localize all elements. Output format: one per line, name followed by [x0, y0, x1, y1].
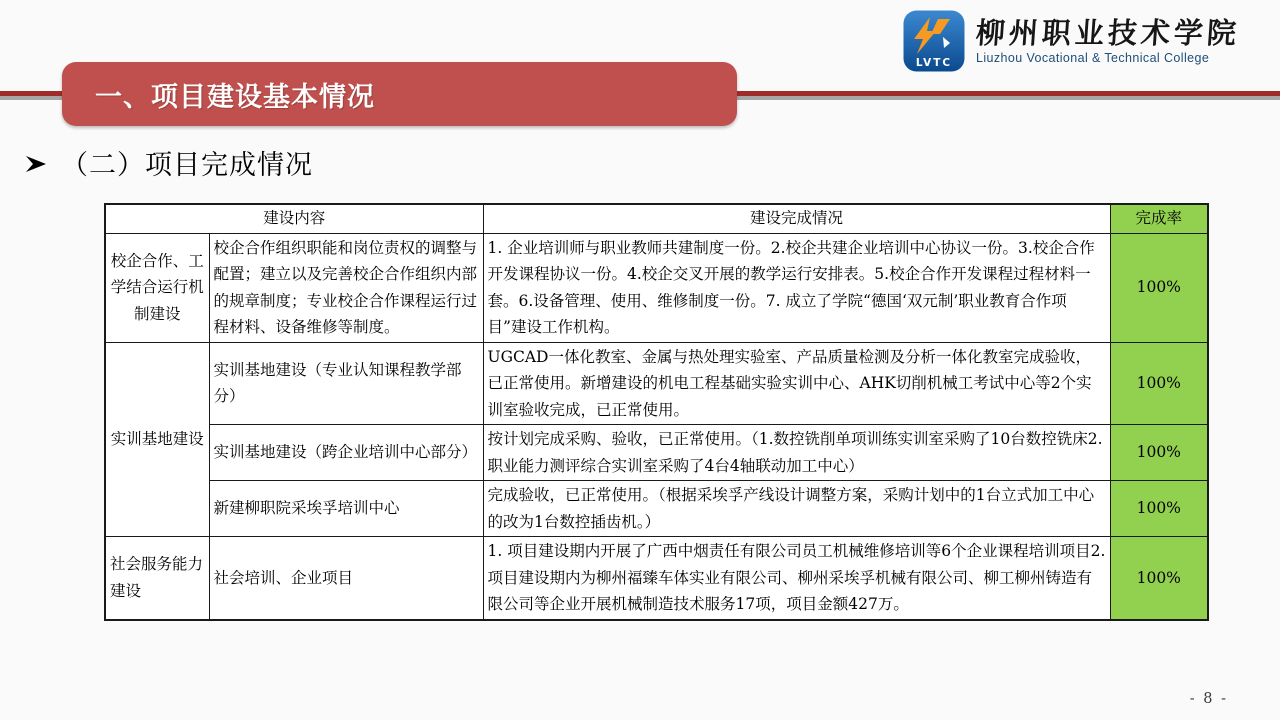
- table-row: [105, 537, 1208, 620]
- lvtc-logo-icon: [903, 10, 965, 72]
- college-logo: [903, 10, 1240, 72]
- table-row: [105, 425, 1208, 481]
- cell-item: 实训基地建设（跨企业培训中心部分）: [209, 425, 483, 481]
- table-header-row: [105, 204, 1208, 233]
- cell-item: 新建柳职院采埃孚培训中心: [209, 481, 483, 537]
- cell-item: 校企合作组织职能和岗位责权的调整与配置；建立以及完善校企合作组织内部的规章制度；专业校企合作课程运行过程材料、设备维修等制度。: [209, 233, 483, 342]
- cell-category: 校企合作、工学结合运行机制建设: [105, 233, 209, 342]
- cell-status: UGCAD一体化教室、金属与热处理实验室、产品质量检测及分析一体化教室完成验收，已正常使用。新增建设的机电工程基础实验实训中心、AHK切削机械工考试中心等2个实训室验收完成，已正常使用。: [483, 342, 1110, 425]
- cell-status: 1. 项目建设期内开展了广西中烟责任有限公司员工机械维修培训等6个企业课程培训项目2.项目建设期内为柳州福臻车体实业有限公司、柳州采埃孚机械有限公司、柳工柳州铸造有限公司等企业开展机械制造技术服务17项，项目金额427万。: [483, 537, 1110, 620]
- cell-rate: 100%: [1110, 481, 1208, 537]
- cell-rate: 100%: [1110, 233, 1208, 342]
- cell-category: 实训基地建设: [105, 342, 209, 537]
- cell-status: 1. 企业培训师与职业教师共建制度一份。2.校企共建企业培训中心协议一份。3.校企合作开发课程协议一份。4.校企交叉开展的教学运行安排表。5.校企合作开发课程过程材料一套。6.设备管理、使用、维修制度一份。7. 成立了学院“德国‘双元制’职业教育合作项目”建设工作机构。: [483, 233, 1110, 342]
- table-row: [105, 342, 1208, 425]
- header-rate: 完成率: [1110, 204, 1208, 233]
- lvtc-badge-text: LVTC: [915, 57, 953, 69]
- table-row: [105, 481, 1208, 537]
- title-banner: [62, 62, 737, 126]
- college-name-en: Liuzhou Vocational & Technical College: [976, 50, 1210, 65]
- cell-status: 完成验收，已正常使用。（根据采埃孚产线设计调整方案，采购计划中的1台立式加工中心的改为1台数控插齿机。）: [483, 481, 1110, 537]
- table-row: [105, 233, 1208, 342]
- section-heading: [24, 143, 313, 182]
- college-name-cn: 柳州职业技术学院: [974, 15, 1242, 50]
- cell-rate: 100%: [1110, 342, 1208, 425]
- section-title: （二）项目完成情况: [61, 150, 313, 181]
- header-content: 建设内容: [105, 204, 483, 233]
- cell-rate: 100%: [1110, 537, 1208, 620]
- cell-category: 社会服务能力建设: [105, 537, 209, 620]
- cell-item: 社会培训、企业项目: [209, 537, 483, 620]
- completion-table: [104, 203, 1209, 621]
- cell-item: 实训基地建设（专业认知课程教学部分）: [209, 342, 483, 425]
- cell-rate: 100%: [1110, 425, 1208, 481]
- header-status: 建设完成情况: [483, 204, 1110, 233]
- page-number: - 8 -: [1189, 691, 1228, 707]
- arrow-bullet-icon: [24, 152, 48, 176]
- college-name-block: [976, 16, 1240, 67]
- cell-status: 按计划完成采购、验收，已正常使用。（1.数控铣削单项训练实训室采购了10台数控铣床2.职业能力测评综合实训室采购了4台4轴联动加工中心）: [483, 425, 1110, 481]
- banner-title: 一、项目建设基本情况: [95, 81, 375, 113]
